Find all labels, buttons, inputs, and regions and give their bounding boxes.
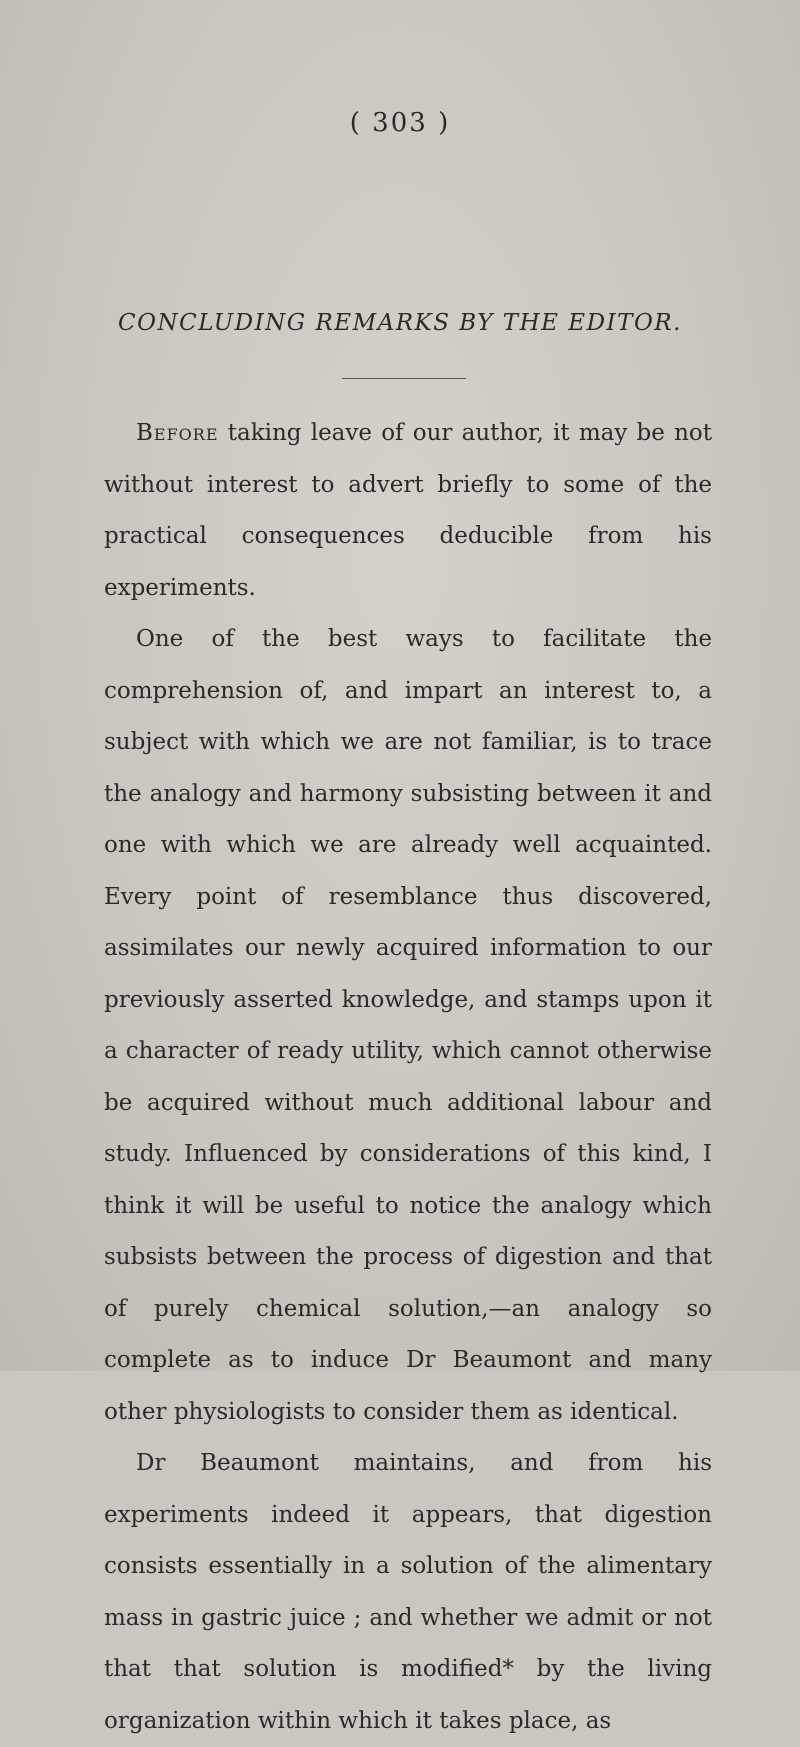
paragraph-2 [104,614,712,1438]
paragraph-text: Dr Beaumont maintains, and from his experiments indeed it appears, that digestion consists essentially in a solution of the alimentary mass in gastric juice ; and whether we admit or not that that solution is modified* by the living organization within which it takes place, as [104,1450,712,1734]
paragraph-lead: Before [136,420,219,446]
paragraph-3 [104,1438,712,1747]
paragraph-text: taking leave of our author, it may be not without interest to advert briefly to some of the practical consequences deducible from his experiments. [104,420,712,601]
body-text [104,408,712,1747]
title-divider [342,378,466,379]
section-title: CONCLUDING REMARKS BY THE EDITOR. [118,310,682,336]
paragraph-text: One of the best ways to facilitate the comprehension of, and impart an interest to, a subject with which we are not familiar, is to trace the analogy and harmony subsisting between it and one with which we are already well acquainted. Every point of resemblance thus discovered, assimilates our newly acquired information to our previously asserted knowledge, and stamps upon it a character of ready utility, which cannot otherwise be acquired without much additional labour and study. Influenced by considerations of this kind, I think it will be useful to notice the analogy which subsists between the process of digestion and that of purely chemical solution,—an analogy so complete as to induce Dr Beaumont and many other physiologists to consider them as identical. [104,626,712,1425]
page-number: ( 303 ) [349,108,451,138]
paragraph-1 [104,408,712,614]
